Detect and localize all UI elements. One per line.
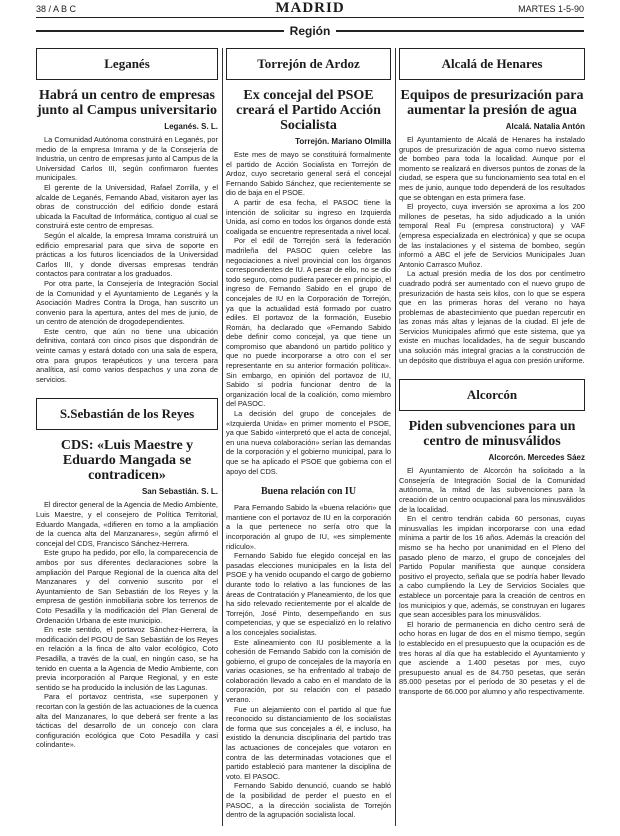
locality-title: Alcalá de Henares	[441, 56, 543, 71]
locality-box	[36, 48, 218, 80]
article-body	[226, 503, 391, 820]
paragraph: Según el alcalde, la empresa Imrama construirá un edificio empresarial para que sirva de soporte en prácticas a los futuros licenciados de la Universidad Carlos III, y donde diversas empresas tendrán contactos para contratar a los graduados.	[36, 230, 218, 279]
subheading: Buena relación con IU	[260, 486, 357, 498]
column-1	[36, 48, 218, 828]
byline: Torrejón. Mariano Olmilla	[295, 137, 391, 146]
locality-box	[226, 48, 391, 80]
section-title: MADRID	[275, 0, 345, 16]
paragraph: Por otra parte, la Consejería de Integración Social de la Comunidad y el Ayuntamiento de Leganés y la Asociación Madres Contra la Droga, han suscrito un convenio para la apertura, antes del mes de junio, de un centro de atención de drogodependientes.	[36, 278, 218, 327]
byline: San Sebastián. S. L.	[141, 487, 218, 497]
section-label	[0, 22, 620, 40]
byline: Alcorcón. Mercedes Sáez	[488, 453, 585, 463]
headline: Equipos de presurización para aumentar la presión de agua	[400, 88, 584, 118]
article-body	[36, 500, 218, 749]
paragraph: A partir de esa fecha, el PASOC tiene la intención de solicitar su ingreso en Izquierda Unida, así como en todos los órganos donde está coaligada se encuentre representada a nivel local.	[226, 197, 391, 236]
section-label-text: Región	[284, 24, 337, 38]
article-alcorcon	[399, 379, 585, 696]
paragraph: En el centro tendrán cabida 60 personas, cuyas minusvalías les impidan incorporarse con una edad mínima a partir de los 16 años. Además la creación del mismo se ha hecho por unanimidad en el Pleno del pasado pleno de marzo, el grupo de concejales del Partido Popular manifiesta que aunque considera positivo el proyecto, señala que se podría haber llevado a cabo cumpliendo la Ley de Servicios Sociales que establece un porcentaje para la creación de centros en los municipios y que, además, se construyan en lugares que sean accesibles para los minusválidos.	[399, 514, 585, 620]
paragraph: El horario de permanencia en dicho centro será de ocho horas en lugar de dos en el mismo tiempo, según lo establecido en el presupuesto que la ocupación es de tres horas al día que ha establecido el Ayuntamiento y que asciende a 1.400 pesetas por mes, cuyo presupuesto anual es de 84.750 pesetas, que serán 85.000 pesetas por el período de 30 pesetas y el de transporte de 66.000 por alumno y año respectivamente.	[399, 619, 585, 696]
locality-title: Alcorcón	[466, 387, 518, 403]
locality-box	[399, 48, 585, 80]
paragraph: Fue un alejamiento con el partido al que fue reconocido su distanciamiento de los socialistas de forma que sus concejales a él, e incluso, ha existido la denuncia disciplinaria del partido tras las actuaciones de concejales que votaron en contra de las determinadas votaciones que el partido estableció para mantener la disciplina de voto. El PASOC.	[226, 704, 391, 781]
article-torrejon	[226, 48, 391, 820]
headline: Ex concejal del PSOE creará el Partido Acción Socialista	[236, 88, 381, 133]
headline: CDS: «Luis Maestre y Eduardo Mangada se contradicen»	[60, 438, 194, 484]
paragraph: Este grupo ha pedido, por ello, la comparecencia de ambos por sus diferentes declaraciones sobre la ampliación del Parque Regional de la cuenca alta del Manzanares y del convenio suscrito por el Ayuntamiento de San Sebastián de los Reyes y la empresa de gestión inmobiliaria sobre los terrenos de Coto Pesadilla y la modificación del Plan General de Ordenación Urbana de este municipio.	[36, 548, 218, 625]
paragraph: El Ayuntamiento de Alcorcón ha solicitado a la Consejería de Integración Social de la Comunidad autónoma, la mitad de las subvenciones para la creación de un centro ocupacional para los minusválidos de la localidad.	[399, 466, 585, 514]
article-body	[399, 466, 585, 696]
paragraph: Por el edil de Torrejón será la federación madrileña del PASOC quien celebre las negociaciones a nivel provincial con los órganos correspondientes de IU. A pesar de ello, no se dio todo seguro, como pudiera parecer en principio, el ingreso de Fernando Sabido en el grupo de concejales de IU en la Corporación de Torrejón, ya que la actualidad está formado por cuatro ediles. El portavoz de la formación, Eusebio Román, ha declarado que «Fernando Sabido debe definir como concejal, ya que tiene un compromiso que abandonó un partido político y que no puede incorporarse a otro con el ser representante en su anterior formación política». Sin embargo, en opinión del portavoz de IU, Sabido sí podría funcionar dentro de la organización local de la coalición, como miembro del PASOC.	[226, 236, 391, 409]
article-san-sebastian	[36, 398, 218, 749]
paragraph: En este sentido, el portavoz Sánchez-Herrera, la modificación del PGOU de San Sebastián de los Reyes en relación a la finca de alto valor ecológico, Coto Pesadilla, a través de la cual, en ningún caso, se ha tenido en cuenta a la Agencia de Medio Ambiente, con previa incorporación al Parque Regional, y en este sentido se ha producido la inclusión de las Lagunas.	[36, 625, 218, 692]
paragraph: El gerente de la Universidad, Rafael Zorrilla, y el alcalde de Leganés, Fernando Abad, visitaron ayer las obras de construcción del edificio donde estará ubicada la Facultad de Informática, contiguo al cual se construirá este centro de empresas.	[36, 182, 218, 231]
paragraph: El director general de la Agencia de Medio Ambiente, Luis Maestre, y el consejero de Política Territorial, Eduardo Mangada, «difieren en torno a la ampliación de la cuenca alta del Manzanares», según afirmó el concejal del CDS, Francisco Sánchez-Herrera.	[36, 500, 218, 548]
paragraph: Para Fernando Sabido la «buena relación» que mantiene con el portavoz de IU en la corporación a la que pertenece no sería otro que la incorporación al grupo de IU, «es simplemente ridículo».	[226, 503, 391, 551]
paragraph: Fernando Sabido denunció, cuando se habló de la posibilidad de perder el puesto en el PASOC, a la dirección socialista de Torrejón dentro de la agrupación socialista local.	[226, 781, 391, 820]
issue-date: MARTES 1-5-90	[518, 4, 584, 14]
article-body	[399, 135, 585, 365]
article-body	[36, 135, 218, 384]
locality-box	[36, 398, 218, 430]
column-divider	[395, 48, 396, 826]
locality-box	[399, 379, 585, 411]
paragraph: Fernando Sabido fue elegido concejal en las pasadas elecciones municipales en la lista del PSOE y ha venido ocupando el cargo de gobierno durante todo lo relativo a las funciones de las áreas de Contratación y Planeamiento, de los que ha sido relevado recientemente por el alcalde de Torrejón, José Pinto, desempeñando en sus competencias, y que se especializó en lo relativo a los concejales socialistas.	[226, 551, 391, 637]
locality-title: S.Sebastián de los Reyes	[59, 406, 195, 422]
paragraph: La decisión del grupo de concejales de «Izquierda Unida» en primer momento el PSOE, ya que Sabido «interpretó que el acta de concejal, en una nueva colaboración» serían las demandas de la corporación y el gobierno municipal, para lo que se ha aplicado el PSOE que gobierna con el apoyo del CDS.	[226, 409, 391, 476]
column-divider	[222, 48, 223, 826]
paragraph: El Ayuntamiento de Alcalá de Henares ha instalado grupos de presurización de agua como nuevo sistema de bombeo para toda la localidad. Aunque por el momento se realizará en diversos puntos de zonas de la ciudad, se espera que su funcionamiento sea total en el mes de junio, aunque todo dependerá de los resultados que se obtengan en esta primera fase.	[399, 135, 585, 202]
paragraph: Para el portavoz centrista, «se superponen y recortan con la gestión de las actuaciones de la cuenca alta del Manzanares, lo que deberá ser frente a las tácticas del desarrollo de un concejo con clara configuración ecológica que Coto Pesadilla y casi colindante».	[36, 692, 219, 750]
paragraph: La Comunidad Autónoma construirá en Leganés, por medio de la empresa Imrama y de la Consejería de Industria, un centro de empresas junto al Campus de la Universidad Carlos III, según confirmaron fuentes municipales.	[36, 135, 218, 183]
byline: Alcalá. Natalia Antón	[505, 122, 585, 131]
paragraph: La actual presión media de los dos por centímetro cuadrado podrá ser aumentado con el nuevo grupo de presurización de hasta seis kilos, con lo que se espera que en las primeras horas del verano no haya problemas de abastecimiento que puedan repercutir en las zonas más altas y lejanas de la ciudad. El jefe de Servicios Municipales afirmó que este sistema, que ya existe en muchas localidades, ha de seguir buscando una solución más integral gracias a la construcción de un depósito que distribuya el agua con presión uniforme.	[399, 269, 585, 365]
paragraph: Este mes de mayo se constituirá formalmente el partido de Acción Socialista en Torrejón de Ardoz, cuyo secretario general será el concejal Fernando Sabido Sánchez, que recientemente se dio de baja en el PSOE.	[226, 150, 391, 198]
paragraph: Este alineamiento con IU posiblemente a la cohesión de Fernando Sabido con la comisión de gobierno, el grupo de concejales de la mayoría en varias ocasiones, se ha enfrentado al trabajo de colaboración llevado a cabo en el mandato de la corporación, por su relación con el pasado verano.	[226, 637, 391, 705]
article-alcala	[399, 48, 585, 365]
article-leganes	[36, 48, 218, 384]
headline: Piden subvenciones para un centro de minusválidos	[408, 419, 576, 450]
headline: Habrá un centro de empresas junto al Campus universitario	[36, 88, 218, 118]
paragraph: Este centro, que aún no tiene una ubicación definitiva, contará con cinco pisos que dispondrán de veinte camas y estará dotado con una sala de espera, otra para grupos terapéuticos y una tercera para analítica, así como varios despachos y una zona de servicios.	[36, 326, 218, 384]
column-2	[226, 48, 391, 828]
header-rule	[36, 17, 584, 18]
page-number: 38 / A B C	[36, 4, 77, 14]
column-3	[399, 48, 585, 828]
article-body	[226, 150, 391, 476]
locality-title: Torrejón de Ardoz	[257, 56, 360, 71]
locality-title: Leganés	[104, 56, 150, 71]
byline: Leganés. S. L.	[164, 122, 218, 131]
paragraph: El proyecto, cuya inversión se aproxima a los 200 millones de pesetas, ha sido adjudicado a la unión temporal Real Fu (empresa constructora) y VAF (empresa especializada en electrónica) y que se ocupa de las instalaciones y el sistema de bombeo, según informó a ABC el jefe de Servicios Municipales Juan Antonio Carrasco Muñoz.	[399, 202, 585, 269]
